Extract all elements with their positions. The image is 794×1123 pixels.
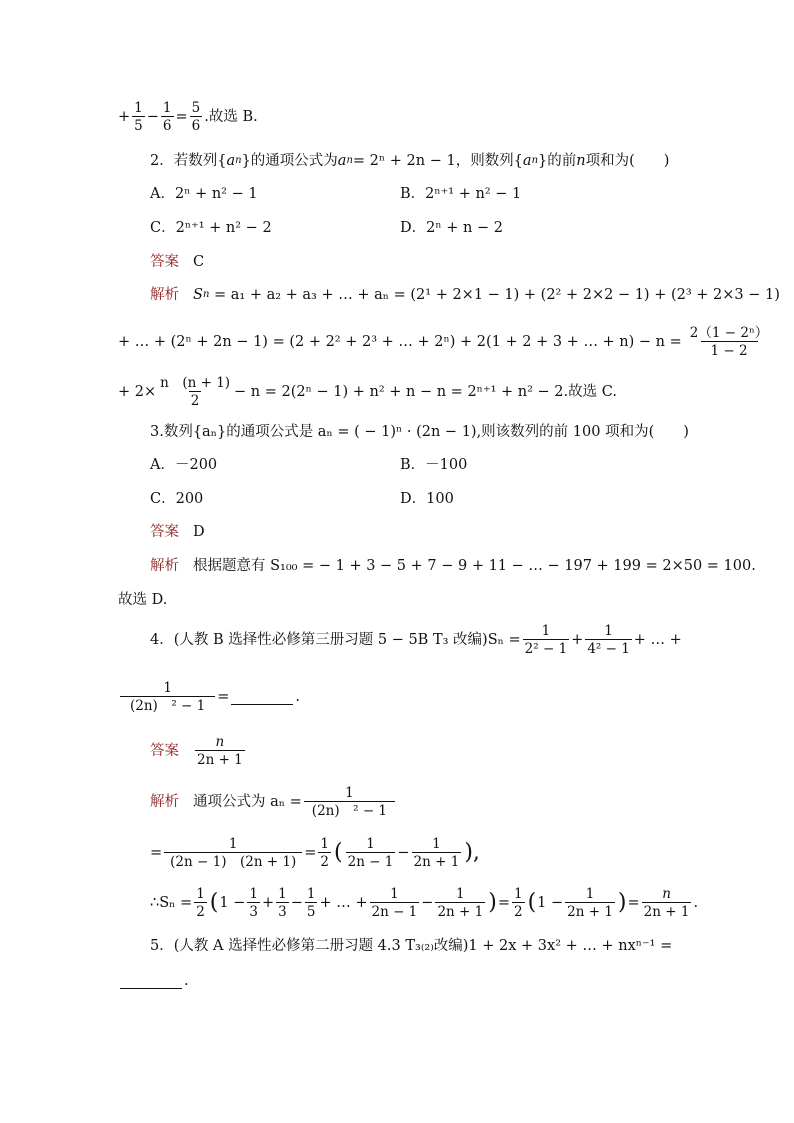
answer-blank: [120, 974, 182, 989]
question-4-stem: 4．(人教 B 选择性必修第三册习题 5 − 5B T₃ 改编)Sₙ = $\frac{1}{\text{2² − 1}}$ + $\frac{1}{\text{4² − 1}}$ + … +: [150, 623, 682, 657]
question-4-solution-line-3: ∴Sₙ = $\frac{1}{2}$ ( 1 − $\frac{1}{3}$ + $\frac{1}{3}$ − $\frac{1}{5}$ + … + $\frac{1}{2n - 1}$ − $\frac{1}{2n + 1}$ ) = $\frac{1}{2}$ ( 1 − $\frac{1}{2n + 1}$ ) = $\frac{n}{2n + 1}$ .: [150, 886, 699, 920]
fraction-1-5: $\frac{1}{5}$: [134, 100, 143, 134]
answer-label: 答案: [150, 524, 179, 540]
conclusion-text: .故选 B.: [204, 109, 258, 125]
question-4-solution-line-2: = $\frac{1}{(2n - 1) (2n + 1)}$ = $\frac{1}{2}$ ( $\frac{1}{2n - 1}$ − $\frac{1}{2n + 1}$ ),: [150, 836, 480, 870]
geometric-sum-fraction: $\frac{\text{2（1 − 2ⁿ）}}{1 - 2}$: [689, 325, 769, 359]
answer-label: 答案: [150, 743, 179, 759]
fraction-5-6: $\frac{5}{6}$: [191, 100, 201, 134]
question-5-blank-line: .: [118, 972, 189, 990]
question-3-solution-line-1: 解析 根据题意有 S₁₀₀ = − 1 + 3 − 5 + 7 − 9 + 11 − … − 197 + 199 = 2×50 = 100.: [150, 558, 756, 574]
fraction-1-6: $\frac{1}{6}$: [162, 100, 172, 134]
question-2-solution-line-1: 解析 S n = a₁ + a₂ + a₃ + … + aₙ = (2¹ + 2×1 − 1) + (2² + 2×2 − 1) + (2³ + 2×3 − 1): [150, 287, 780, 303]
question-2-option-b: B．2ⁿ⁺¹ + n² − 1: [400, 186, 522, 202]
question-4-solution-line-1: 解析 通项公式为 aₙ = $\frac{1}{\text{(2n) ² − 1}}$: [150, 785, 397, 819]
question-4-stem-line-2: $\frac{1}{\text{(2n) ² − 1}}$ = .: [118, 680, 300, 714]
question-2-answer: 答案 C: [150, 254, 205, 270]
answer-blank: [231, 690, 293, 705]
question-3-option-d: D．100: [400, 491, 454, 507]
question-2-stem: 2．若数列{ a n }的通项公式为 a n = 2ⁿ + 2n − 1，则数列{ a n }的前 n 项和为( ): [150, 153, 670, 169]
arithmetic-sum-fraction: $\frac{n (n + 1)}{2}$: [160, 375, 231, 409]
continued-solution-line: + $\frac{1}{5}$ − $\frac{1}{6}$ = $\frac{5}{6}$ .故选 B.: [118, 100, 258, 134]
question-3-stem: 3.数列{aₙ}的通项公式是 aₙ = ( − 1)ⁿ · (2n − 1),则该数列的前 100 项和为( ): [150, 424, 689, 440]
question-4-answer: 答案 $\frac{n}{2n + 1}$: [150, 734, 243, 768]
answer-label: 答案: [150, 254, 179, 270]
question-2-solution-line-2: + … + (2ⁿ + 2n − 1) = (2 + 2² + 2³ + … + 2ⁿ) + 2(1 + 2 + 3 + … + n) − n = $\frac{\text{2（1 − 2ⁿ）}}{1 - 2}$: [118, 325, 769, 359]
plus-sign: +: [118, 109, 131, 125]
question-2-option-a: A．2ⁿ + n² − 1: [150, 186, 258, 202]
solution-label: 解析: [150, 287, 179, 303]
question-3-solution-line-2: 故选 D.: [118, 592, 168, 608]
question-3-option-c: C．200: [150, 491, 204, 507]
question-3-answer: 答案 D: [150, 524, 205, 540]
question-2-solution-line-3: + 2× $\frac{n (n + 1)}{2}$ − n = 2(2ⁿ − 1) + n² + n − n = 2ⁿ⁺¹ + n² − 2.故选 C.: [118, 375, 617, 409]
solution-label: 解析: [150, 794, 179, 810]
question-2-option-d: D．2ⁿ + n − 2: [400, 220, 503, 236]
question-3-option-b: B．－100: [400, 457, 468, 473]
question-3-option-a: A．－200: [150, 457, 218, 473]
question-2-option-c: C．2ⁿ⁺¹ + n² − 2: [150, 220, 272, 236]
solution-label: 解析: [150, 558, 179, 574]
question-5-stem: 5．(人教 A 选择性必修第二册习题 4.3 T₃₍₂₎改编)1 + 2x + 3x² + … + nxⁿ⁻¹ =: [150, 938, 673, 954]
